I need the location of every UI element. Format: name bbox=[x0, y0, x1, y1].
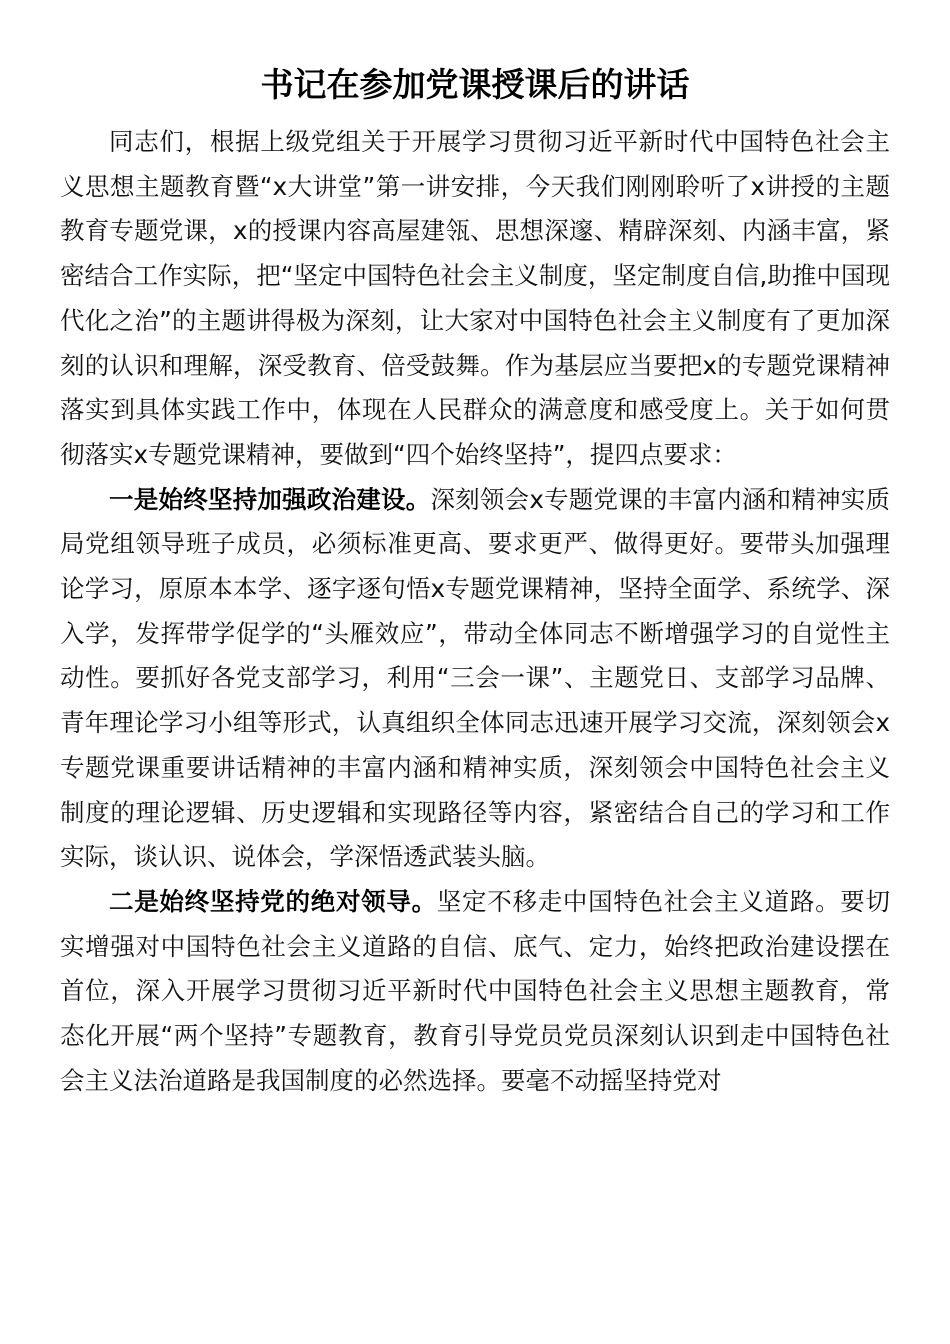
section-text-1: 深刻领会x专题党课的丰富内涵和精神实质局党组领导班子成员，必须标准更高、要求更严、做得更好。要带头加强理论学习，原原本本学、逐字逐句悟x专题党课精神，坚持全面学、系统学、深入学，发挥带学促学的“头雁效应”，带动全体同志不断增强学习的自觉性主动性。要抓好各党支部学习，利用“三会一课”、主题党日、支部学习品牌、青年理论学习小组等形式，认真组织全体同志迅速开展学习交流，深刻领会x专题党课重要讲话精神的丰富内涵和精神实质，深刻领会中国特色社会主义制度的理论逻辑、历史逻辑和实现路径等内容，紧密结合自己的学习和工作实际，谈认识、说体会，学深悟透武装头脑。 bbox=[60, 484, 890, 872]
intro-paragraph: 同志们，根据上级党组关于开展学习贯彻习近平新时代中国特色社会主义思想主题教育暨“x大讲堂”第一讲安排，今天我们刚刚聆听了x讲授的主题教育专题党课，x的授课内容高屋建瓴、思想深邃、精辟深刻、内涵丰富，紧密结合工作实际，把“坚定中国特色社会主义制度，坚定制度自信,助推中国现代化之治”的主题讲得极为深刻，让大家对中国特色社会主义制度有了更加深刻的认识和理解，深受教育、倍受鼓舞。作为基层应当要把x的专题党课精神落实到具体实践工作中，体现在人民群众的满意度和感受度上。关于如何贯彻落实x专题党课精神，要做到“四个始终坚持”，提四点要求： bbox=[60, 127, 890, 469]
section-heading-1: 一是始终坚持加强政治建设。 bbox=[109, 484, 431, 514]
section-paragraph-1 bbox=[60, 478, 890, 880]
document-title: 书记在参加党课授课后的讲话 bbox=[260, 65, 690, 104]
section-paragraph-2 bbox=[60, 880, 890, 1104]
section-heading-2: 二是始终坚持党的绝对领导。 bbox=[109, 886, 437, 916]
section-text-2: 坚定不移走中国特色社会主义道路。要切实增强对中国特色社会主义道路的自信、底气、定力，始终把政治建设摆在首位，深入开展学习贯彻习近平新时代中国特色社会主义思想主题教育，常态化开展“两个坚持”专题教育，教育引导党员党员深刻认识到走中国特色社会主义法治道路是我国制度的必然选择。要毫不动摇坚持党对 bbox=[60, 886, 891, 1095]
document-body bbox=[60, 120, 890, 1103]
